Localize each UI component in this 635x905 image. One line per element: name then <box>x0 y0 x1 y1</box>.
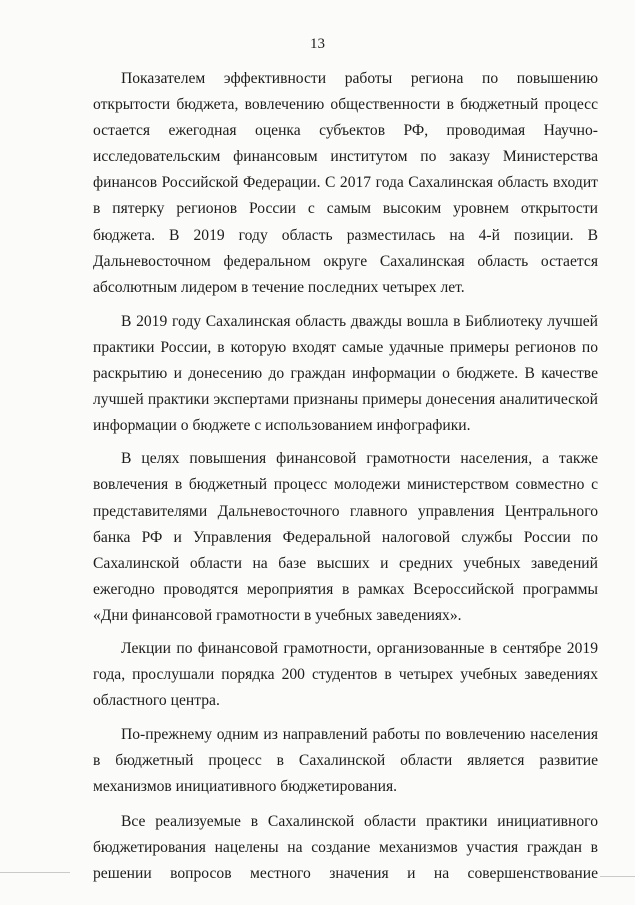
paragraph-initiative-budgeting: По-прежнему одним из направлений работы по вовлечению населения в бюджетный процесс в Сахалинской области является развитие механизмов инициативного бюджетирования. <box>93 726 598 796</box>
paragraph-best-practice-library: В 2019 году Сахалинская область дважды вошла в Библиотеку лучшей практики России, в которую входят самые удачные примеры регионов по раскрытию и донесению до граждан информации о бюджете. В качестве лучшей практики экспертами признаны примеры донесения аналитической информации о бюджете с использованием инфографики. <box>93 312 598 435</box>
paragraph-initiative-practices: Все реализуемые в Сахалинской области практики инициативного бюджетирования нацелены на создание механизмов участия граждан в решении вопросов местного значения и на совершенствование <box>93 812 598 882</box>
paragraph-budget-openness-rating: Показателем эффективности работы региона по повышению открытости бюджета, вовлечению общественности в бюджетный процесс остается ежегодная оценка субъектов РФ, проводимая Научно-исследовательским финансовым институтом по заказу Министерства финансов Российской Федерации. С 2017 года Сахалинская область входит в пятерку регионов России с самым высоким уровнем открытости бюджета. В 2019 году область разместилась на 4-й позиции. В Дальневосточном федеральном округе Сахалинская область остается абсолютным лидером в течение последних четырех лет. <box>93 70 598 296</box>
scan-artifact-left <box>0 872 70 873</box>
scan-artifact-right <box>600 876 635 877</box>
body-text <box>93 66 598 887</box>
page-number: 13 <box>310 36 325 52</box>
paragraph-lectures: Лекции по финансовой грамотности, организованные в сентябре 2019 года, прослушали порядка 200 студентов в четырех учебных заведениях областного центра. <box>93 639 598 710</box>
paragraph-financial-literacy: В целях повышения финансовой грамотности населения, а также вовлечения в бюджетный процесс молодежи министерством совместно с представителями Дальневосточного главного управления Центрального банка РФ и Управления Федеральной налоговой службы России по Сахалинской области на базе высших и средних учебных заведений ежегодно проводятся мероприятия в рамках Всероссийской программы «Дни финансовой грамотности в учебных заведениях». <box>93 450 598 624</box>
